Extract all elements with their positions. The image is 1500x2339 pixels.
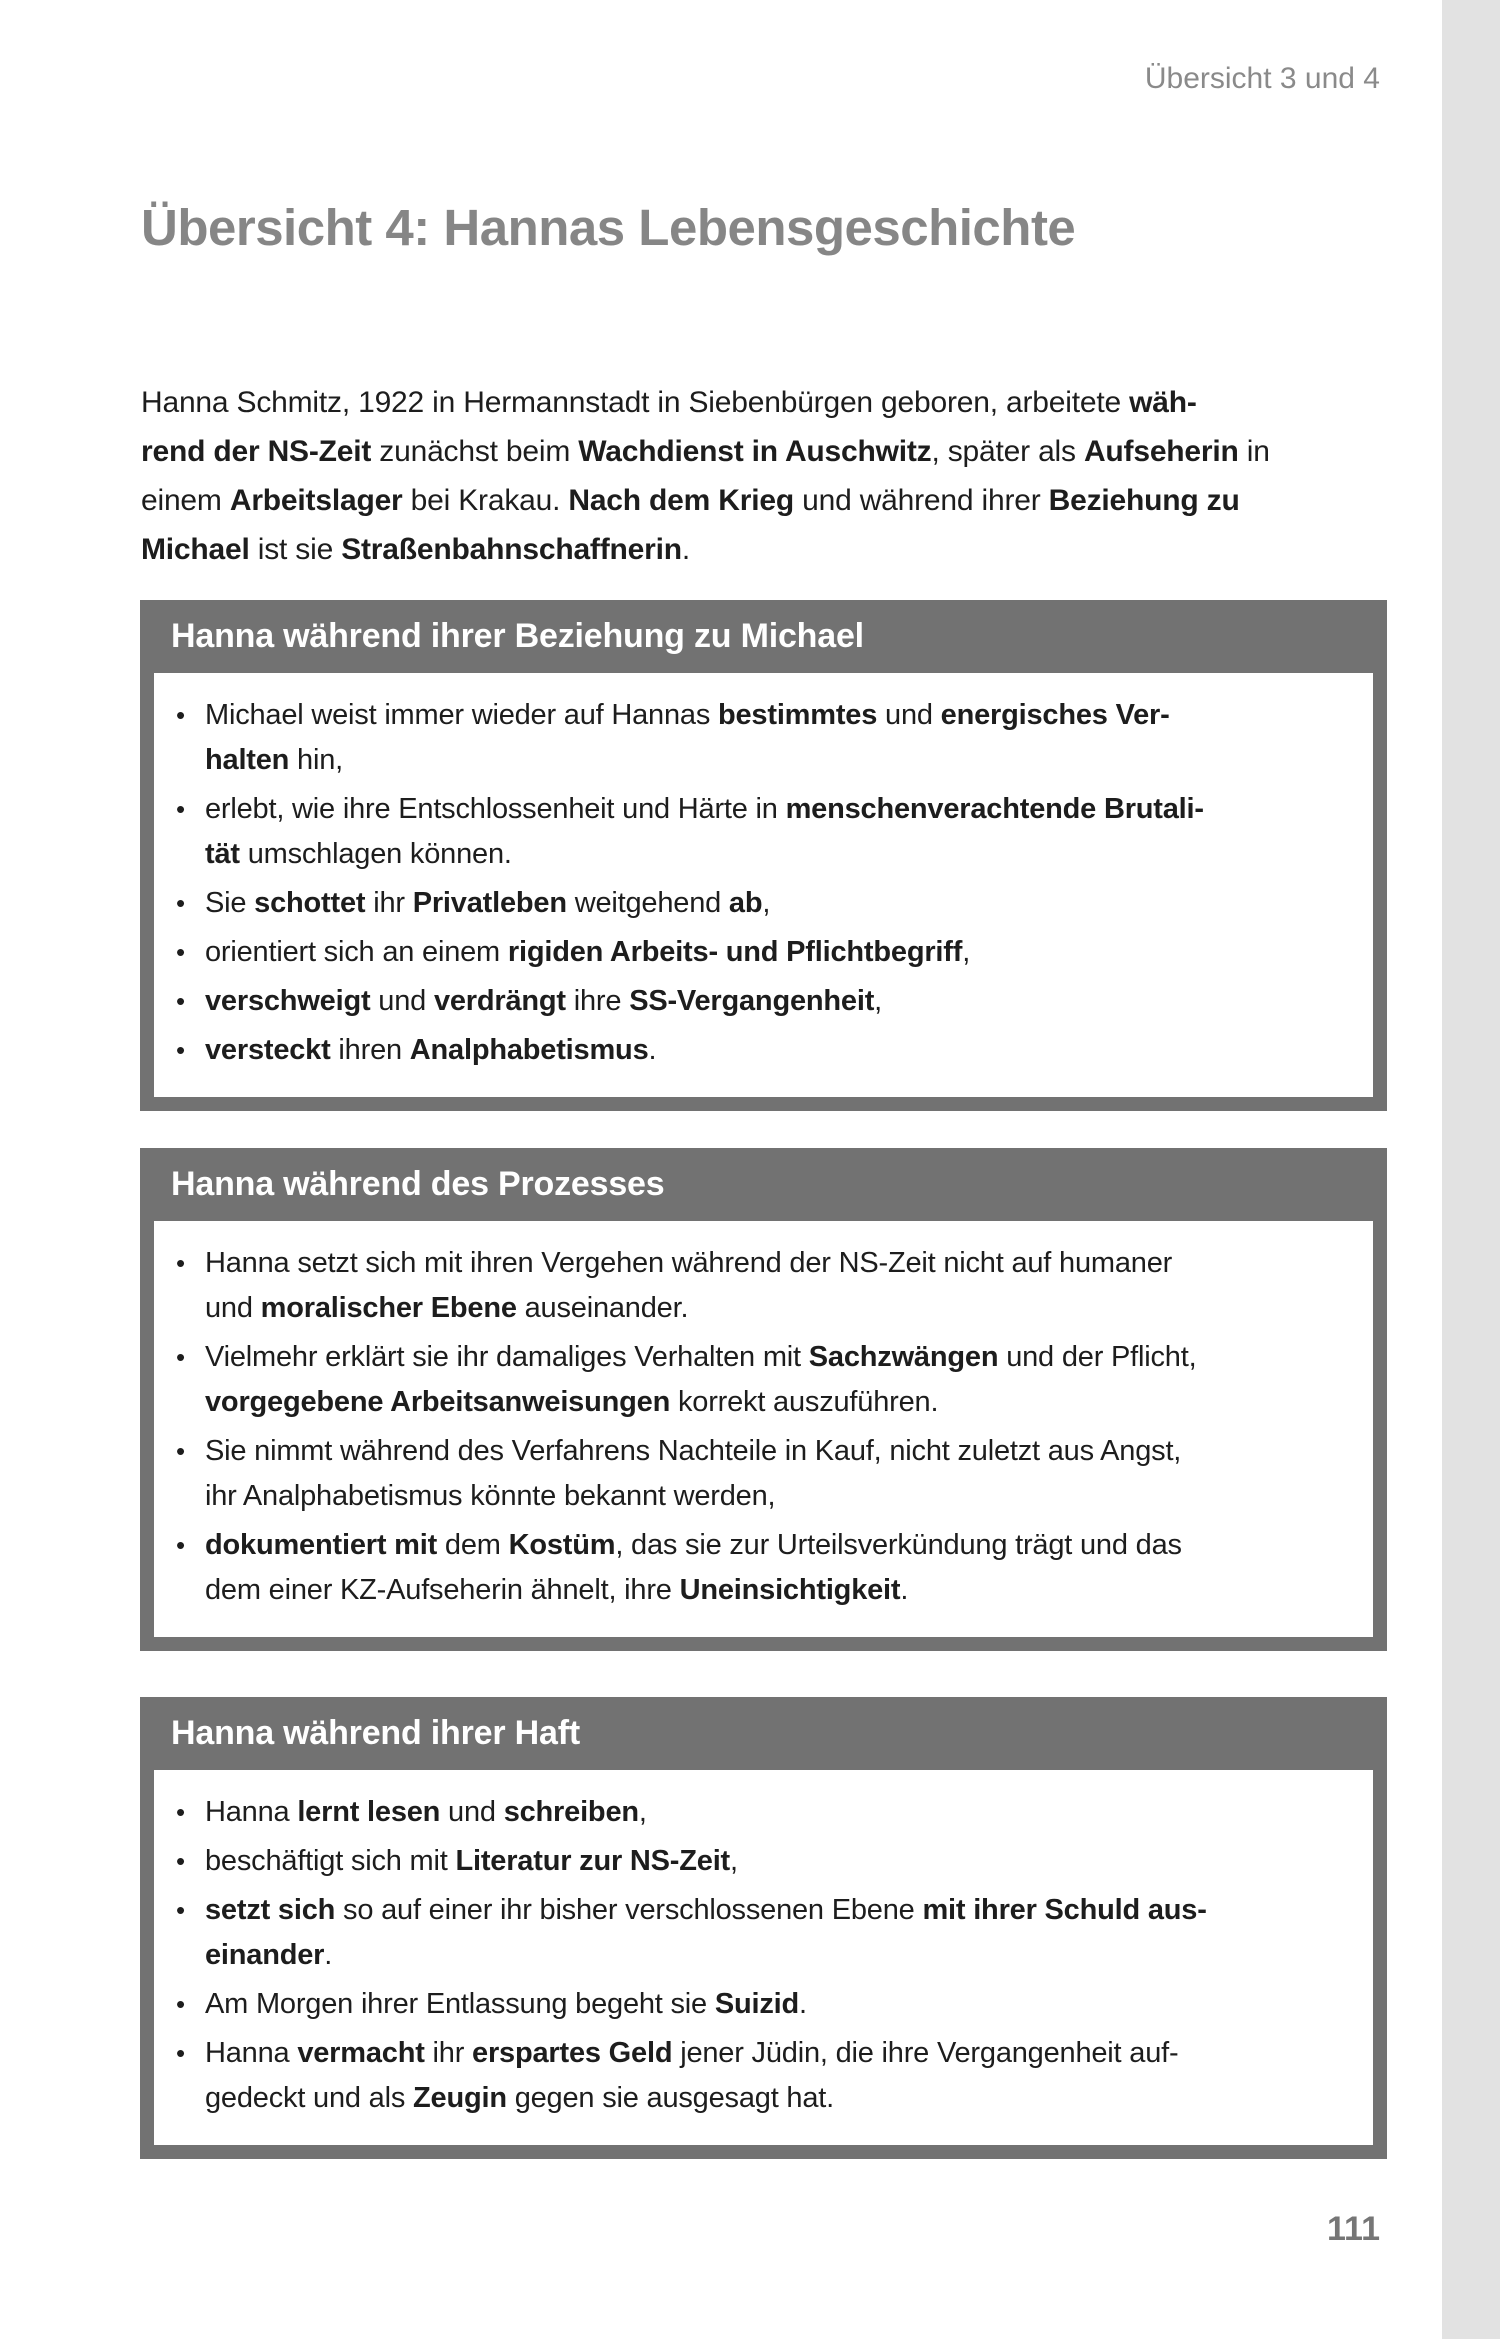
text-bold: Kostüm <box>508 1529 616 1561</box>
text-regular: . <box>681 533 691 566</box>
info-box-header <box>140 1148 1387 1221</box>
list-item-text <box>205 1247 1172 1324</box>
text-regular: weitgehend <box>566 887 729 919</box>
text-regular: Sie nimmt während des Verfahrens Nachteile in Kauf, nicht zuletzt aus Angst, <box>205 1435 1182 1467</box>
text-regular: und <box>877 699 941 731</box>
text-regular: Hanna setzt sich mit ihren Vergehen während der NS-Zeit nicht auf humaner <box>205 1247 1173 1279</box>
bullet-icon: • <box>176 888 185 918</box>
text-bold: verdrängt <box>433 985 566 1017</box>
bullet-list <box>168 1241 1351 1613</box>
text-regular: auseinander. <box>516 1292 689 1324</box>
text-bold: Straßenbahnschaffnerin <box>341 533 682 566</box>
list-item-text <box>205 936 970 968</box>
text-bold: Arbeitslager <box>229 484 403 517</box>
list-item-text <box>205 1796 647 1828</box>
list-item <box>168 881 1351 926</box>
list-item <box>168 1241 1351 1331</box>
text-bold: rigiden Arbeits- und Pflichtbegriff <box>507 936 963 968</box>
text-bold: energisches Ver- <box>940 699 1170 731</box>
running-head: Übersicht 3 und 4 <box>1144 62 1380 95</box>
text-bold: verschweigt <box>205 985 371 1017</box>
text-bold: versteckt <box>205 1034 331 1066</box>
intro-paragraph <box>141 378 1391 574</box>
list-item <box>168 787 1351 877</box>
bullet-icon: • <box>176 1035 185 1065</box>
text-bold: tät <box>205 838 240 870</box>
text-bold: Nach dem Krieg <box>568 484 794 517</box>
text-bold: lernt lesen <box>297 1796 441 1828</box>
text-regular: Michael weist immer wieder auf Hannas <box>205 699 718 731</box>
text-regular: einem <box>141 484 230 517</box>
text-regular: jener Jüdin, die ihre Vergangenheit auf- <box>672 2037 1179 2069</box>
bullet-list <box>168 693 1351 1073</box>
list-item-text <box>205 1894 1207 1971</box>
list-item-text <box>205 887 770 919</box>
text-regular: , <box>762 887 771 919</box>
list-item <box>168 1888 1351 1978</box>
text-regular: hin, <box>289 744 344 776</box>
bullet-icon: • <box>176 700 185 730</box>
list-item <box>168 1028 1351 1073</box>
text-regular: Hanna <box>205 1796 298 1828</box>
list-item-text <box>205 699 1170 776</box>
text-regular: und <box>440 1796 504 1828</box>
text-regular: . <box>799 1988 807 2020</box>
text-regular: . <box>900 1574 909 1606</box>
text-bold: SS-Vergangenheit <box>629 985 875 1017</box>
text-bold: ab <box>728 887 763 919</box>
list-item-text <box>205 1845 738 1877</box>
info-box <box>140 1697 1387 2159</box>
text-regular: , das sie zur Urteilsverkündung trägt und das <box>615 1529 1182 1561</box>
text-regular: und der Pflicht, <box>998 1341 1197 1373</box>
list-item <box>168 1523 1351 1613</box>
text-regular: und während ihrer <box>793 484 1049 517</box>
bullet-icon: • <box>176 1248 185 1278</box>
text-bold: schottet <box>254 887 366 919</box>
text-regular: dem <box>437 1529 509 1561</box>
text-bold: Sachzwängen <box>808 1341 999 1373</box>
list-item <box>168 2031 1351 2121</box>
list-item <box>168 1790 1351 1835</box>
text-bold: vorgegebene Arbeitsanweisungen <box>205 1386 671 1418</box>
text-regular: so auf einer ihr bisher verschlossenen Ebene <box>335 1894 923 1926</box>
bullet-icon: • <box>176 1989 185 2019</box>
list-item <box>168 1429 1351 1519</box>
text-regular: Am Morgen ihrer Entlassung begeht sie <box>205 1988 715 2020</box>
text-regular: , <box>962 936 971 968</box>
text-regular: erlebt, wie ihre Entschlossenheit und Härte in <box>205 793 786 825</box>
text-bold: moralischer Ebene <box>260 1292 517 1324</box>
page-edge-band <box>1442 0 1500 2339</box>
text-regular: zunächst beim <box>371 435 579 468</box>
info-box <box>140 600 1387 1111</box>
list-item-text <box>205 2037 1178 2114</box>
text-regular: ihren <box>330 1034 410 1066</box>
text-regular: . <box>324 1939 333 1971</box>
list-item-text <box>205 1034 656 1066</box>
text-regular: Hanna <box>205 2037 298 2069</box>
text-regular: orientiert sich an einem <box>205 936 508 968</box>
text-bold: Analphabetismus <box>409 1034 649 1066</box>
text-regular: umschlagen können. <box>239 838 512 870</box>
bullet-icon: • <box>176 1895 185 1925</box>
list-item-text <box>205 793 1204 870</box>
text-bold: mit ihrer Schuld aus- <box>922 1894 1207 1926</box>
list-item <box>168 1982 1351 2027</box>
info-box-title: Hanna während ihrer Beziehung zu Michael <box>171 617 864 655</box>
info-box-title: Hanna während des Prozesses <box>171 1165 665 1203</box>
text-regular: ist sie <box>249 533 342 566</box>
bullet-icon: • <box>176 1846 185 1876</box>
text-bold: bestimmtes <box>717 699 878 731</box>
text-bold: dokumentiert mit <box>205 1529 438 1561</box>
text-regular: ihr <box>424 2037 473 2069</box>
text-regular: ihr Analphabetismus könnte bekannt werden, <box>205 1480 776 1512</box>
list-item <box>168 930 1351 975</box>
list-item-text <box>205 1529 1182 1606</box>
bullet-icon: • <box>176 1797 185 1827</box>
info-box-header <box>140 1697 1387 1770</box>
info-box-body <box>140 673 1387 1111</box>
text-bold: Suizid <box>714 1988 800 2020</box>
text-bold: setzt sich <box>205 1894 336 1926</box>
info-box <box>140 1148 1387 1651</box>
text-bold: Uneinsichtigkeit <box>679 1574 901 1606</box>
text-bold: Zeugin <box>413 2082 507 2114</box>
text-regular: , <box>638 1796 647 1828</box>
text-bold: vermacht <box>297 2037 425 2069</box>
bullet-icon: • <box>176 986 185 1016</box>
text-bold: Aufseherin <box>1083 435 1239 468</box>
info-box-body <box>140 1770 1387 2159</box>
info-box-title: Hanna während ihrer Haft <box>171 1714 580 1752</box>
bullet-list <box>168 1790 1351 2121</box>
bullet-icon: • <box>176 1436 185 1466</box>
text-bold: wäh- <box>1129 386 1197 419</box>
text-regular: korrekt auszuführen. <box>670 1386 939 1418</box>
list-item-text <box>205 1341 1196 1418</box>
text-regular: , <box>874 985 883 1017</box>
info-box-body <box>140 1221 1387 1651</box>
text-regular: Hanna Schmitz, 1922 in Hermannstadt in Siebenbürgen geboren, arbeitete <box>141 386 1130 419</box>
text-bold: Wachdienst in Auschwitz <box>578 435 932 468</box>
text-regular: und <box>370 985 434 1017</box>
text-bold: halten <box>205 744 290 776</box>
text-bold: menschenverachtende Brutali- <box>785 793 1204 825</box>
bullet-icon: • <box>176 937 185 967</box>
text-bold: Beziehung zu <box>1048 484 1240 517</box>
list-item <box>168 979 1351 1024</box>
text-bold: Michael <box>141 533 250 566</box>
text-bold: schreiben <box>503 1796 639 1828</box>
bullet-icon: • <box>176 2038 185 2068</box>
text-regular: ihre <box>565 985 630 1017</box>
text-regular: , später als <box>931 435 1084 468</box>
text-regular: . <box>648 1034 657 1066</box>
info-box-header <box>140 600 1387 673</box>
list-item <box>168 1335 1351 1425</box>
text-regular: dem einer KZ-Aufseherin ähnelt, ihre <box>205 1574 680 1606</box>
text-regular: , <box>730 1845 738 1877</box>
bullet-icon: • <box>176 1530 185 1560</box>
list-item <box>168 693 1351 783</box>
text-regular: gegen sie ausgesagt hat. <box>506 2082 834 2114</box>
text-regular: Vielmehr erklärt sie ihr damaliges Verhalten mit <box>205 1341 809 1373</box>
list-item-text <box>205 985 882 1017</box>
list-item <box>168 1839 1351 1884</box>
text-bold: rend der NS-Zeit <box>141 435 372 468</box>
text-bold: Literatur zur NS-Zeit <box>455 1845 731 1877</box>
page-number: 111 <box>1327 2210 1380 2248</box>
text-bold: einander <box>205 1939 325 1971</box>
text-regular: bei Krakau. <box>402 484 569 517</box>
text-regular: und <box>205 1292 261 1324</box>
text-bold: Privatleben <box>412 887 567 919</box>
text-bold: erspartes Geld <box>472 2037 673 2069</box>
text-regular: Sie <box>205 887 255 919</box>
text-regular: in <box>1238 435 1270 468</box>
text-regular: gedeckt und als <box>205 2082 413 2114</box>
bullet-icon: • <box>176 1342 185 1372</box>
list-item-text <box>205 1435 1181 1512</box>
list-item-text <box>205 1988 807 2020</box>
page-title: Übersicht 4: Hannas Lebensgeschichte <box>141 199 1076 256</box>
text-regular: beschäftigt sich mit <box>205 1845 456 1877</box>
bullet-icon: • <box>176 794 185 824</box>
text-regular: ihr <box>365 887 413 919</box>
